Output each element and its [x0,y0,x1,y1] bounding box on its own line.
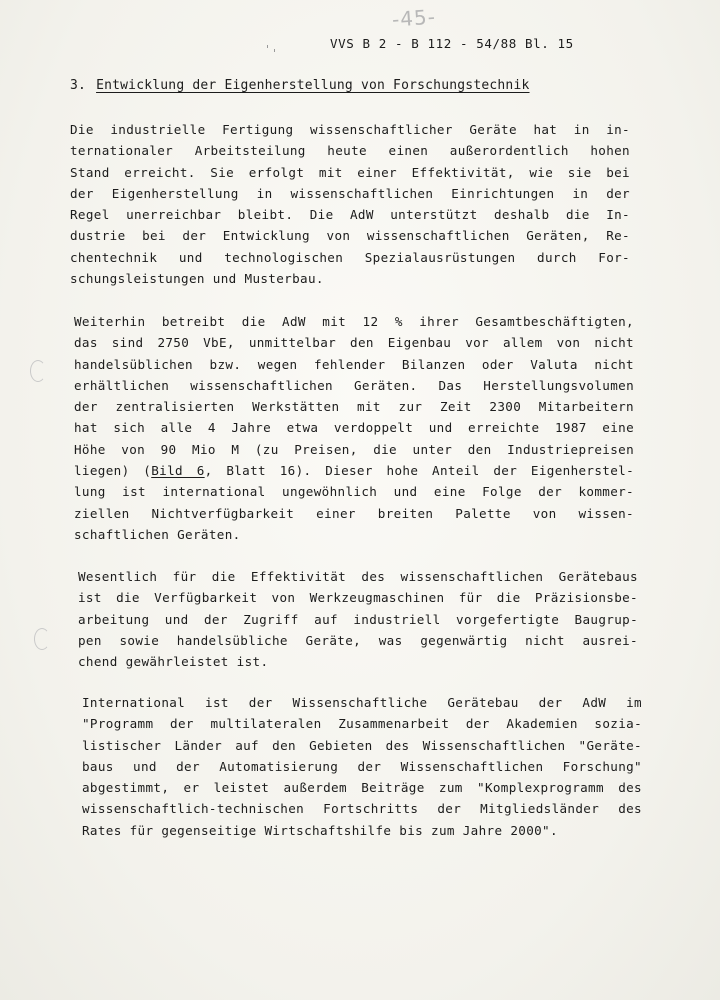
text-line: ternationaler Arbeitsteilung heute einen außerordentlich hohen [70,143,630,159]
paragraph-3 [78,566,638,672]
text-line: Wesentlich für die Effektivität des wissenschaftlichen Gerätebaus [78,569,638,584]
text-line: der zentralisierten Werkstätten mit zur Zeit 2300 Mitarbeitern [74,399,634,415]
text-line: schungsleistungen und Musterbau. [70,271,324,287]
paragraph-2 [74,311,634,545]
text-line: der Eigenherstellung in wissenschaftlichen Einrichtungen in der [70,185,630,201]
text-line: arbeitung und der Zugriff auf industriell vorgefertigte Baugrup- [78,611,638,627]
scan-speck [274,49,275,52]
section-number: 3. [70,78,87,93]
pencil-page-mark: -45- [391,4,437,32]
text-line: pen sowie handelsübliche Geräte, was gegenwärtig nicht ausrei- [78,632,638,648]
text-line: chend gewährleistet ist. [78,654,269,670]
text-line: lung ist international ungewöhnlich und eine Folge der kommer- [74,484,634,500]
text-line: liegen) (Bild 6, Blatt 16). Dieser hohe Anteil der Eigenherstel- [74,463,635,479]
text-line: handelsüblichen bzw. wegen fehlender Bilanzen oder Valuta nicht [74,356,634,372]
punch-hole-mark [30,360,46,382]
text-line: erhältlichen wissenschaftlichen Geräten. Das Herstellungsvolumen [74,377,634,393]
text-line: baus und der Automatisierung der Wissenschaftlichen Forschung" [82,758,642,774]
paragraph-4 [82,692,642,841]
text-line: Weiterhin betreibt die AdW mit 12 % ihrer Gesamtbeschäftigten, [74,314,634,329]
text-line: das sind 2750 VbE, unmittelbar den Eigenbau vor allem von nicht [74,335,634,351]
document-reference: VVS B 2 - B 112 - 54/88 Bl. 15 [330,36,574,51]
text-line: listischer Länder auf den Gebieten des Wissenschaftlichen "Geräte- [82,737,642,753]
section-title: Entwicklung der Eigenherstellung von Forschungstechnik [96,78,530,93]
punch-hole-mark [34,628,50,650]
text-line: Regel unerreichbar bleibt. Die AdW unterstützt deshalb die In- [70,207,630,223]
text-line: wissenschaftlich-technischen Fortschritts der Mitgliedsländer des [82,801,642,817]
figure-reference: Bild 6 [151,463,205,479]
section-heading [70,78,530,93]
text-line: dustrie bei der Entwicklung von wissenschaftlichen Geräten, Re- [70,228,630,244]
text-line: abgestimmt, er leistet außerdem Beiträge zum "Komplexprogramm des [82,780,642,796]
text-line: Rates für gegenseitige Wirtschaftshilfe bis zum Jahre 2000". [82,822,558,838]
scan-speck [267,45,268,48]
text-line: ziellen Nichtverfügbarkeit einer breiten Palette von wissen- [74,505,634,521]
text-line: schaftlichen Geräten. [74,526,241,542]
text-line: chentechnik und technologischen Spezialausrüstungen durch For- [70,249,630,265]
text-line: International ist der Wissenschaftliche Gerätebau der AdW im [82,695,642,710]
text-line: "Programm der multilateralen Zusammenarbeit der Akademien sozia- [82,716,642,732]
paragraph-1 [70,119,630,289]
text-line: Die industrielle Fertigung wissenschaftlicher Geräte hat in in- [70,122,630,137]
text-line: Höhe von 90 Mio M (zu Preisen, die unter den Industriepreisen [74,441,634,457]
text-line: Stand erreicht. Sie erfolgt mit einer Effektivität, wie sie bei [70,164,630,180]
text-line: ist die Verfügbarkeit von Werkzeugmaschinen für die Präzisionsbe- [78,590,638,606]
text-line: hat sich alle 4 Jahre etwa verdoppelt und erreichte 1987 eine [74,420,634,436]
